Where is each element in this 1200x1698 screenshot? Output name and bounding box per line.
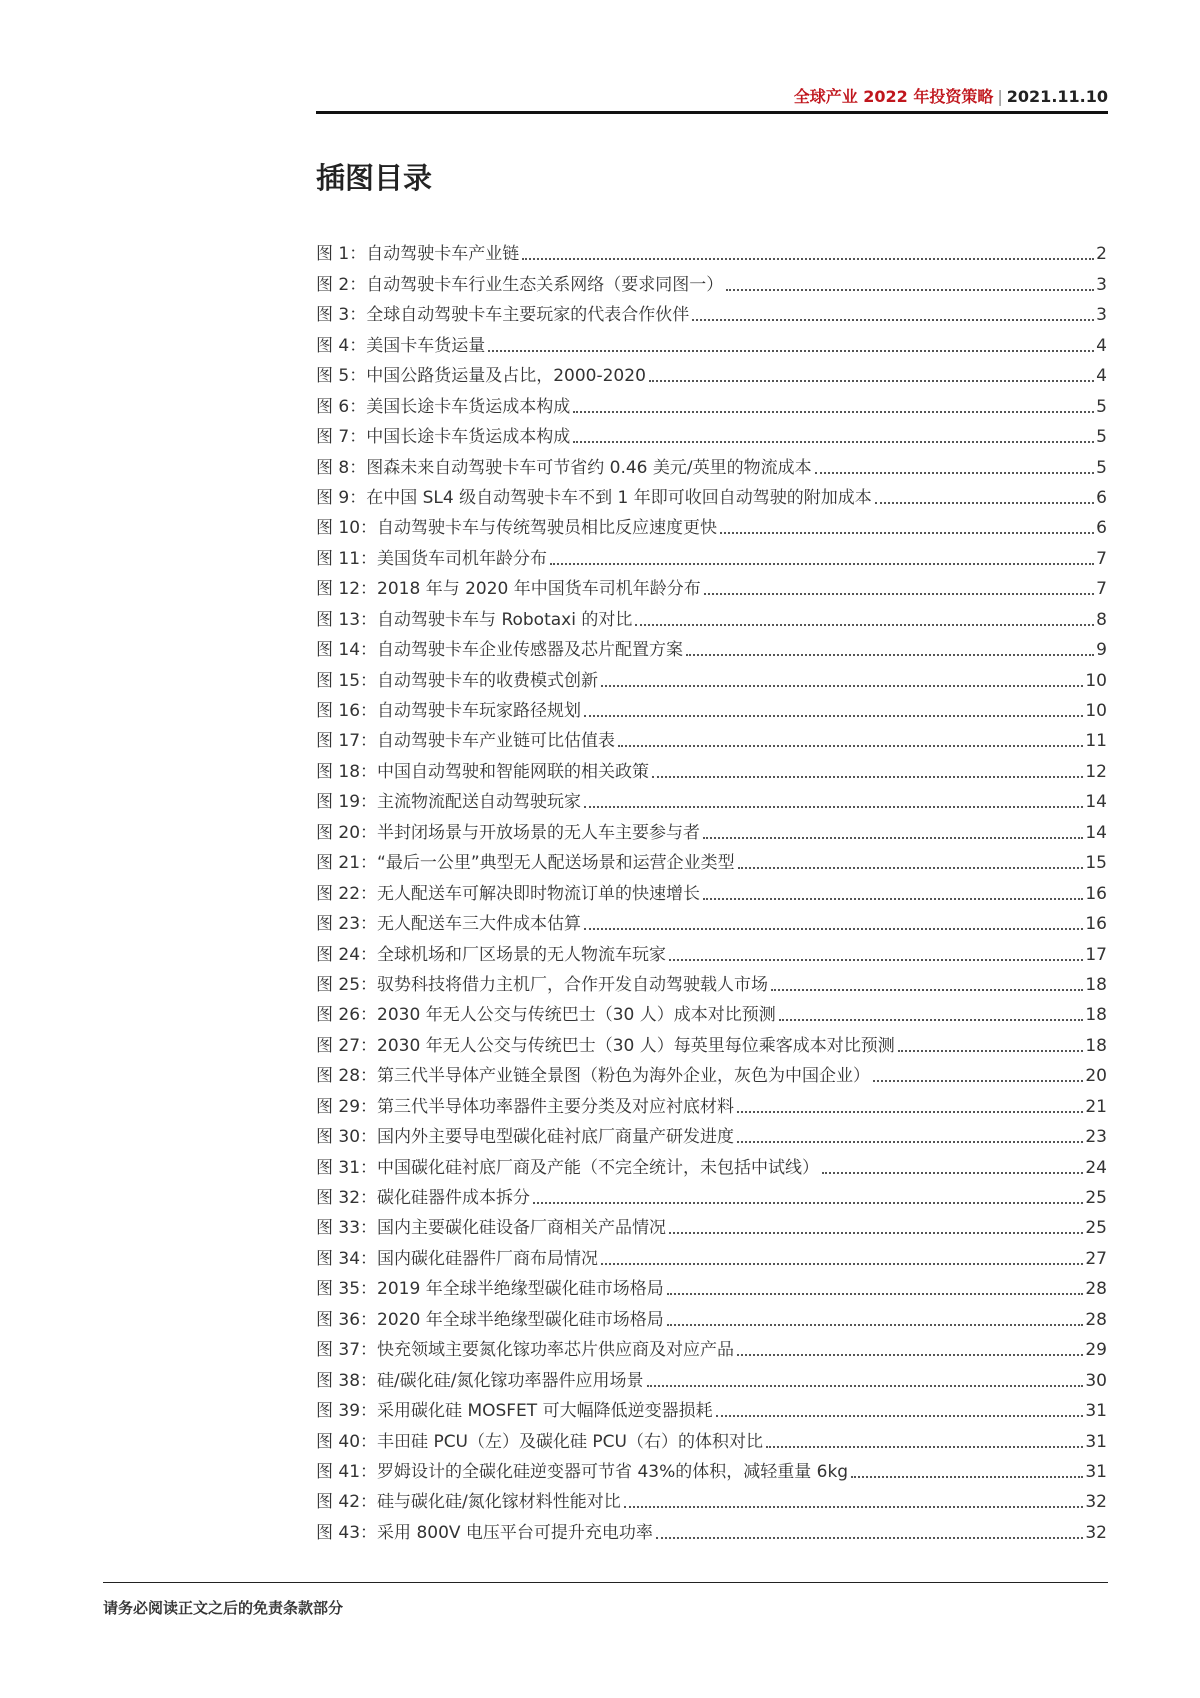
toc-entry-page: 5 <box>1096 457 1107 478</box>
dot-leader <box>686 654 1094 656</box>
toc-entry-label: 图 20：半封闭场景与开放场景的无人车主要参与者 <box>316 822 701 843</box>
dot-leader <box>738 867 1084 869</box>
dot-leader <box>601 1263 1083 1265</box>
toc-entry-page: 18 <box>1085 1035 1107 1056</box>
toc-entry[interactable] <box>316 968 1107 998</box>
dot-leader <box>704 593 1094 595</box>
toc-entry-page: 17 <box>1085 944 1107 965</box>
dot-leader <box>737 1111 1083 1113</box>
dot-leader <box>692 319 1094 321</box>
toc-entry[interactable] <box>316 481 1107 511</box>
toc-entry[interactable] <box>316 1394 1107 1424</box>
dot-leader <box>771 989 1083 991</box>
toc-entry[interactable] <box>316 328 1107 358</box>
toc-entry-page: 20 <box>1085 1066 1107 1087</box>
toc-entry-label: 图 26：2030 年无人公交与传统巴士（30 人）成本对比预测 <box>316 1005 776 1026</box>
toc-entry-page: 29 <box>1085 1340 1107 1361</box>
toc-entry-page: 4 <box>1096 366 1107 387</box>
toc-entry-page: 28 <box>1085 1279 1107 1300</box>
toc-entry-label: 图 5：中国公路货运量及占比，2000-2020 <box>316 366 646 387</box>
toc-entry[interactable] <box>316 1302 1107 1332</box>
toc-entry-page: 15 <box>1085 853 1107 874</box>
toc-entry-label: 图 2：自动驾驶卡车行业生态关系网络（要求同图一） <box>316 274 724 295</box>
dot-leader <box>522 258 1094 260</box>
dot-leader <box>624 1506 1084 1508</box>
toc-entry-page: 10 <box>1085 701 1107 721</box>
toc-entry-page: 7 <box>1096 548 1107 569</box>
toc-entry-label: 图 10：自动驾驶卡车与传统驾驶员相比反应速度更快 <box>316 518 718 539</box>
toc-entry[interactable] <box>316 389 1107 419</box>
footer-rule <box>103 1582 1108 1583</box>
toc-entry[interactable] <box>316 937 1107 967</box>
toc-entry[interactable] <box>316 876 1107 906</box>
toc-entry-page: 32 <box>1085 1492 1107 1513</box>
toc-entry-page: 18 <box>1085 974 1107 995</box>
dot-leader <box>618 745 1083 747</box>
toc-entry-page: 3 <box>1096 274 1107 295</box>
toc-entry[interactable] <box>316 1059 1107 1089</box>
dot-leader <box>584 715 1083 717</box>
dot-leader <box>726 289 1094 291</box>
toc-entry[interactable] <box>316 1455 1107 1485</box>
header-rule <box>316 111 1108 114</box>
toc-entry[interactable] <box>316 572 1107 602</box>
toc-entry-page: 6 <box>1096 487 1107 508</box>
toc-entry[interactable] <box>316 785 1107 815</box>
toc-entry-page: 18 <box>1085 1005 1107 1026</box>
toc-entry-page: 6 <box>1096 518 1107 539</box>
toc-entry-label: 图 34：国内碳化硅器件厂商布局情况 <box>316 1248 599 1269</box>
toc-entry-label: 图 9：在中国 SL4 级自动驾驶卡车不到 1 年即可收回自动驾驶的附加成本 <box>316 487 872 508</box>
dot-leader <box>875 502 1094 504</box>
toc-entry[interactable] <box>316 1211 1107 1241</box>
toc-entry-label: 图 21：“最后一公里”典型无人配送场景和运营企业类型 <box>316 853 735 874</box>
dot-leader <box>737 1141 1083 1143</box>
toc-entry-page: 16 <box>1085 883 1107 904</box>
toc-entry-label: 图 40：丰田硅 PCU（左）及碳化硅 PCU（右）的体积对比 <box>316 1431 763 1452</box>
toc-entry-label: 图 39：采用碳化硅 MOSFET 可大幅降低逆变器损耗 <box>316 1401 713 1422</box>
page-title: 插图目录 <box>316 161 433 195</box>
toc-entry-label: 图 29：第三代半导体功率器件主要分类及对应衬底材料 <box>316 1096 735 1117</box>
dot-leader <box>873 1080 1083 1082</box>
toc-entry-label: 图 31：中国碳化硅衬底厂商及产能（不完全统计，未包括中试线） <box>316 1157 820 1178</box>
toc-entry-label: 图 36：2020 年全球半绝缘型碳化硅市场格局 <box>316 1309 664 1330</box>
toc-entry-label: 图 1：自动驾驶卡车产业链 <box>316 244 520 265</box>
toc-entry-label: 图 7：中国长途卡车货运成本构成 <box>316 427 571 448</box>
dot-leader <box>601 685 1083 687</box>
toc-entry-page: 9 <box>1096 640 1107 661</box>
toc-entry[interactable] <box>316 541 1107 571</box>
toc-entry-label: 图 35：2019 年全球半绝缘型碳化硅市场格局 <box>316 1279 664 1300</box>
page-header <box>316 84 1108 107</box>
toc-entry-label: 图 19：主流物流配送自动驾驶玩家 <box>316 792 582 813</box>
toc-entry[interactable] <box>316 298 1107 328</box>
toc-entry-label: 图 42：硅与碳化硅/氮化镓材料性能对比 <box>316 1492 621 1513</box>
dot-leader <box>667 1293 1084 1295</box>
toc-entry[interactable] <box>316 1089 1107 1119</box>
toc-entry[interactable] <box>316 1485 1107 1515</box>
dot-leader <box>716 1415 1084 1417</box>
toc-entry[interactable] <box>316 754 1107 784</box>
dot-leader <box>649 380 1094 382</box>
toc-entry-page: 4 <box>1096 335 1107 356</box>
report-title: 全球产业 2022 年投资策略 <box>793 87 994 106</box>
toc-entry-page: 25 <box>1085 1188 1107 1208</box>
toc-entry-page: 24 <box>1085 1157 1107 1178</box>
toc-entry[interactable] <box>316 1333 1107 1363</box>
toc-entry[interactable] <box>316 1028 1107 1058</box>
dot-leader <box>779 1019 1084 1021</box>
toc-entry[interactable] <box>316 663 1107 693</box>
toc-entry-page: 3 <box>1096 305 1107 326</box>
toc-entry[interactable] <box>316 1181 1107 1211</box>
toc-entry-label: 图 11：美国货车司机年龄分布 <box>316 548 548 569</box>
toc-entry[interactable] <box>316 1515 1107 1545</box>
toc-entry-page: 14 <box>1085 792 1107 813</box>
dot-leader <box>898 1050 1084 1052</box>
dot-leader <box>766 1446 1083 1448</box>
toc-entry[interactable] <box>316 1120 1107 1150</box>
toc-entry-label: 图 33：国内主要碳化硅设备厂商相关产品情况 <box>316 1218 667 1239</box>
dot-leader <box>647 1385 1084 1387</box>
toc-entry-page: 32 <box>1085 1522 1107 1543</box>
toc-entry-page: 27 <box>1085 1248 1107 1269</box>
dot-leader <box>703 898 1083 900</box>
toc-entry-label: 图 12：2018 年与 2020 年中国货车司机年龄分布 <box>316 579 701 600</box>
toc-entry-page: 7 <box>1096 579 1107 600</box>
toc-entry-page: 5 <box>1096 427 1107 448</box>
dot-leader <box>669 1232 1083 1234</box>
toc-entry-page: 31 <box>1085 1401 1107 1422</box>
toc-entry-page: 12 <box>1085 761 1107 782</box>
toc-entry[interactable] <box>316 846 1107 876</box>
toc-entry-page: 11 <box>1085 731 1107 752</box>
toc-entry[interactable] <box>316 1424 1107 1454</box>
dot-leader <box>573 441 1094 443</box>
toc-entry-page: 14 <box>1085 822 1107 843</box>
toc-entry[interactable] <box>316 420 1107 450</box>
toc-entry-page: 2 <box>1096 244 1107 265</box>
dot-leader <box>652 776 1083 778</box>
toc-entry-label: 图 23：无人配送车三大件成本估算 <box>316 914 582 935</box>
toc-entry[interactable] <box>316 1272 1107 1302</box>
dot-leader <box>635 624 1094 626</box>
toc-entry[interactable] <box>316 267 1107 297</box>
toc-entry-label: 图 8：图森未来自动驾驶卡车可节省约 0.46 美元/英里的物流成本 <box>316 457 812 478</box>
toc-entry-page: 23 <box>1085 1127 1107 1148</box>
toc-entry-label: 图 43：采用 800V 电压平台可提升充电功率 <box>316 1522 653 1543</box>
toc-entry-label: 图 27：2030 年无人公交与传统巴士（30 人）每英里每位乘客成本对比预测 <box>316 1035 895 1056</box>
toc-entry-label: 图 38：硅/碳化硅/氮化镓功率器件应用场景 <box>316 1370 644 1391</box>
toc-entry-label: 图 28：第三代半导体产业链全景图（粉色为海外企业，灰色为中国企业） <box>316 1066 871 1087</box>
dot-leader <box>550 563 1094 565</box>
toc-entry[interactable] <box>316 815 1107 845</box>
dot-leader <box>584 928 1083 930</box>
toc-entry-label: 图 24：全球机场和厂区场景的无人物流车玩家 <box>316 944 667 965</box>
footer-disclaimer: 请务必阅读正文之后的免责条款部分 <box>103 1599 344 1617</box>
toc-entry-label: 图 32：碳化硅器件成本拆分 <box>316 1188 531 1208</box>
dot-leader <box>584 806 1083 808</box>
toc-entry-label: 图 6：美国长途卡车货运成本构成 <box>316 396 571 417</box>
dot-leader <box>533 1202 1083 1204</box>
toc-entry[interactable] <box>316 359 1107 389</box>
toc-entry[interactable] <box>316 511 1107 541</box>
toc-entry-page: 16 <box>1085 914 1107 935</box>
toc-entry-label: 图 30：国内外主要导电型碳化硅衬底厂商量产研发进度 <box>316 1127 735 1148</box>
dot-leader <box>488 350 1094 352</box>
toc-entry[interactable] <box>316 237 1107 267</box>
dot-leader <box>851 1476 1083 1478</box>
toc-entry[interactable] <box>316 694 1107 724</box>
figure-list <box>316 237 1107 1546</box>
toc-entry-page: 30 <box>1085 1370 1107 1391</box>
toc-entry[interactable] <box>316 907 1107 937</box>
dot-leader <box>573 411 1094 413</box>
toc-entry[interactable] <box>316 633 1107 663</box>
toc-entry-page: 28 <box>1085 1309 1107 1330</box>
toc-entry-label: 图 22：无人配送车可解决即时物流订单的快速增长 <box>316 883 701 904</box>
toc-entry-page: 25 <box>1085 1218 1107 1239</box>
toc-entry-label: 图 3：全球自动驾驶卡车主要玩家的代表合作伙伴 <box>316 305 690 326</box>
dot-leader <box>737 1354 1083 1356</box>
toc-entry-label: 图 18：中国自动驾驶和智能网联的相关政策 <box>316 761 650 782</box>
toc-entry-label: 图 25：驭势科技将借力主机厂，合作开发自动驾驶载人市场 <box>316 974 769 995</box>
toc-entry[interactable] <box>316 1150 1107 1180</box>
dot-leader <box>703 837 1083 839</box>
report-date: 2021.11.10 <box>1006 87 1108 106</box>
toc-entry[interactable] <box>316 450 1107 480</box>
dot-leader <box>815 472 1095 474</box>
toc-entry-page: 10 <box>1085 670 1107 691</box>
dot-leader <box>656 1537 1083 1539</box>
toc-entry[interactable] <box>316 602 1107 632</box>
dot-leader <box>720 532 1094 534</box>
dot-leader <box>822 1172 1083 1174</box>
toc-entry-label: 图 4：美国卡车货运量 <box>316 335 486 356</box>
toc-entry-label: 图 17：自动驾驶卡车产业链可比估值表 <box>316 731 616 752</box>
toc-entry-page: 5 <box>1096 396 1107 417</box>
toc-entry[interactable] <box>316 1363 1107 1393</box>
header-separator: | <box>997 87 1003 106</box>
toc-entry-label: 图 14：自动驾驶卡车企业传感器及芯片配置方案 <box>316 640 684 661</box>
toc-entry[interactable] <box>316 724 1107 754</box>
toc-entry-page: 21 <box>1085 1096 1107 1117</box>
toc-entry-label: 图 37：快充领域主要氮化镓功率芯片供应商及对应产品 <box>316 1340 735 1361</box>
toc-entry-page: 31 <box>1085 1461 1107 1482</box>
toc-entry-label: 图 15：自动驾驶卡车的收费模式创新 <box>316 670 599 691</box>
dot-leader <box>667 1324 1084 1326</box>
toc-entry-page: 8 <box>1096 609 1107 630</box>
dot-leader <box>669 959 1083 961</box>
toc-entry[interactable] <box>316 1241 1107 1271</box>
toc-entry-label: 图 13：自动驾驶卡车与 Robotaxi 的对比 <box>316 609 633 630</box>
toc-entry-label: 图 16：自动驾驶卡车玩家路径规划 <box>316 701 582 721</box>
toc-entry[interactable] <box>316 998 1107 1028</box>
toc-entry-page: 31 <box>1085 1431 1107 1452</box>
toc-entry-label: 图 41：罗姆设计的全碳化硅逆变器可节省 43%的体积，减轻重量 6kg <box>316 1461 849 1482</box>
